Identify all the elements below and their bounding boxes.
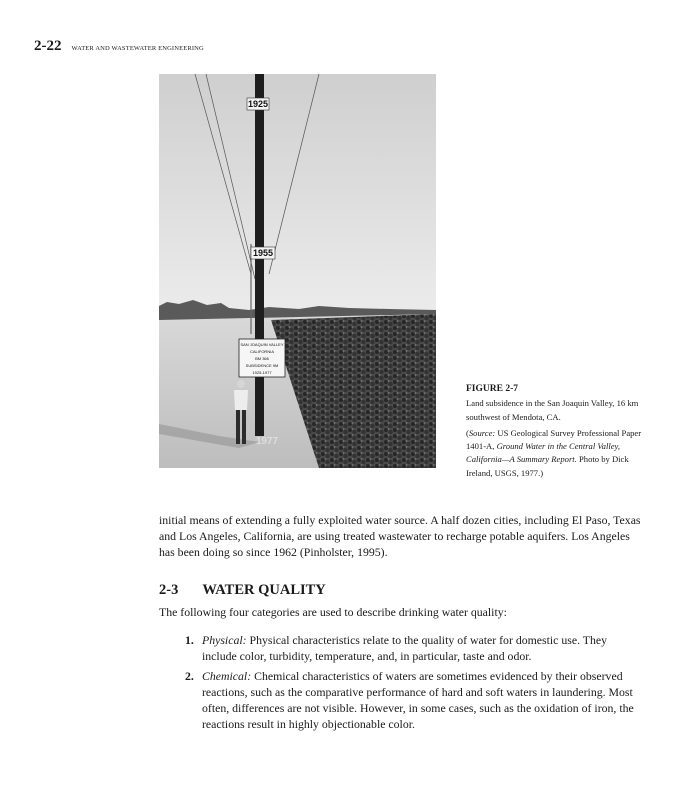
list-item — [185, 632, 640, 664]
sign-line: SAN JOAQUIN VALLEY — [240, 342, 284, 347]
source-label: Source: — [468, 427, 496, 438]
list-term: Physical: — [202, 633, 247, 647]
year-marker-1925: 1925 — [247, 99, 269, 109]
sign-line: SUBSIDENCE 9M — [245, 363, 279, 368]
section-title: WATER QUALITY — [202, 582, 326, 598]
subsidence-sign — [239, 339, 285, 377]
figure-label: FIGURE 2-7 — [466, 384, 518, 394]
list-number: 2. — [185, 669, 194, 683]
sign-line: BM 366 — [255, 356, 269, 361]
subsidence-photo — [159, 74, 436, 468]
figure-caption-text: Land subsidence in the San Joaquin Valley, 16 km southwest of Mendota, CA. — [466, 398, 639, 422]
list-text: Chemical characteristics of waters are sometimes evidenced by their observed reactions, such as the comparative performance of hard and soft waters in laundering. Most often, differences are not visible. However, in some cases, such as the oxidation of iron, the reactions result in highly objectionable color. — [202, 669, 634, 731]
running-title: WATER AND WASTEWATER ENGINEERING — [71, 45, 204, 52]
year-marker-1955: 1955 — [252, 248, 274, 258]
list-item — [185, 668, 640, 732]
page-header — [34, 38, 204, 55]
figure-source: (Source: US Geological Survey Professional Paper 1401-A, Ground Water in the Central Valley, California—A Summary Report. Photo by Dick Ireland, USGS, 1977.) — [466, 427, 642, 478]
source-title: Ground Water in the Central Valley, California—A Summary Report. — [466, 441, 621, 465]
page-number: 2-22 — [34, 38, 62, 54]
list-term: Chemical: — [202, 669, 252, 683]
list-number: 1. — [185, 633, 194, 647]
sign-line: CALIFORNIA — [249, 349, 275, 354]
paragraph-intro: The following four categories are used to describe drinking water quality: — [159, 605, 507, 619]
sign-line: 1925-1977 — [252, 370, 272, 375]
section-heading — [159, 582, 326, 599]
figure-caption — [466, 383, 656, 480]
section-number: 2-3 — [159, 582, 179, 598]
list-text: Physical characteristics relate to the quality of water for domestic use. They include color, turbidity, temperature, and, in particular, taste and odor. — [202, 633, 608, 663]
paragraph-recharge: initial means of extending a fully exploited water source. A half dozen cities, including El Paso, Texas and Los Angeles, California, are using treated wastewater to recharge potable aquifers. Los Angeles has been doing so since 1962 (Pinholster, 1995). — [159, 513, 641, 559]
year-marker-1977: 1977 — [255, 436, 279, 447]
